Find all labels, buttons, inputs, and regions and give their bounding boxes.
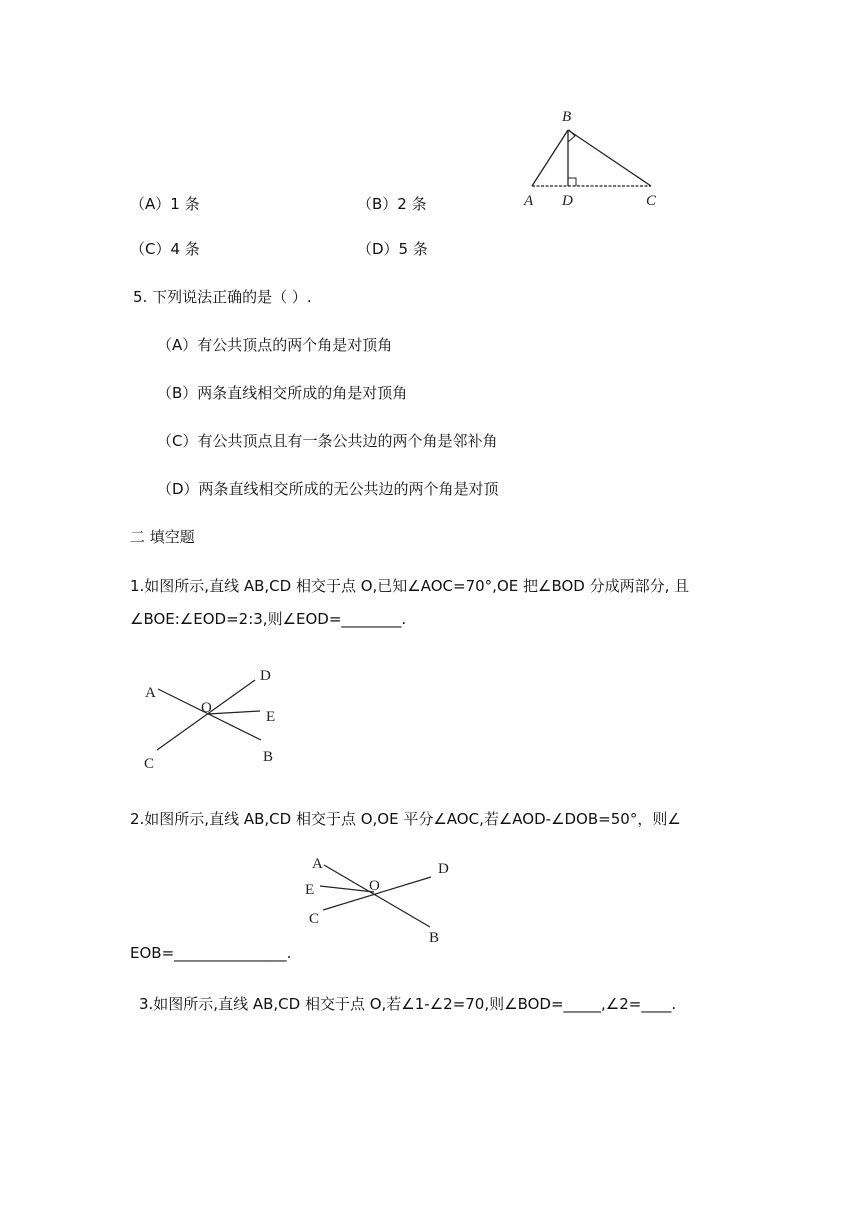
q4-option-c: （C）4 条 — [130, 240, 200, 258]
fill2-line2: EOB=_______________. — [130, 944, 292, 962]
fill3-line1: 3.如图所示,直线 AB,CD 相交于点 O,若∠1-∠2=70,则∠BOD=_____,∠2=____. — [139, 995, 677, 1013]
label-o: O — [369, 878, 380, 894]
label-e: E — [266, 709, 276, 725]
label-c: C — [309, 911, 320, 927]
line-ab — [324, 865, 430, 927]
fill1-line1: 1.如图所示,直线 AB,CD 相交于点 O,已知∠AOC=70°,OE 把∠BOD 分成两部分, 且 — [130, 577, 690, 595]
q4-option-a: （A）1 条 — [130, 195, 200, 213]
triangle-figure — [518, 104, 668, 214]
label-o: O — [201, 700, 212, 716]
label-d: D — [562, 193, 573, 209]
fill1-line2: ∠BOE:∠EOD=2:3,则∠EOD=________. — [130, 610, 407, 628]
q5-option-b: （B）两条直线相交所成的角是对顶角 — [157, 384, 408, 402]
label-a: A — [312, 856, 323, 872]
q5-option-a: （A）有公共顶点的两个角是对顶角 — [157, 336, 393, 354]
label-b: B — [429, 930, 440, 946]
q4-option-b: （B）2 条 — [357, 195, 427, 213]
label-a: A — [524, 193, 534, 209]
label-d: D — [260, 668, 271, 684]
right-angle-mark-b — [568, 130, 575, 142]
label-e: E — [305, 882, 315, 898]
triangle-side-ab — [532, 130, 568, 186]
triangle-side-bc — [568, 130, 651, 186]
label-c: C — [144, 756, 155, 772]
q5-option-c: （C）有公共顶点且有一条公共边的两个角是邻补角 — [157, 432, 498, 450]
right-angle-mark-d — [568, 178, 576, 186]
label-c: C — [646, 193, 657, 209]
q5-stem: 5. 下列说法正确的是（ ）. — [133, 288, 312, 306]
label-a: A — [145, 685, 156, 701]
fill2-line1: 2.如图所示,直线 AB,CD 相交于点 O,OE 平分∠AOC,若∠AOD-∠DOB=50°，则∠ — [130, 810, 681, 828]
label-b: B — [263, 749, 274, 765]
section-heading: 二 填空题 — [130, 528, 195, 546]
q5-option-d: （D）两条直线相交所成的无公共边的两个角是对顶 — [157, 480, 499, 498]
q4-option-d: （D）5 条 — [357, 240, 428, 258]
label-b: B — [562, 109, 572, 125]
label-d: D — [438, 861, 449, 877]
ray-oe — [208, 711, 260, 714]
fill2-figure — [298, 850, 458, 950]
fill1-figure — [138, 660, 288, 775]
